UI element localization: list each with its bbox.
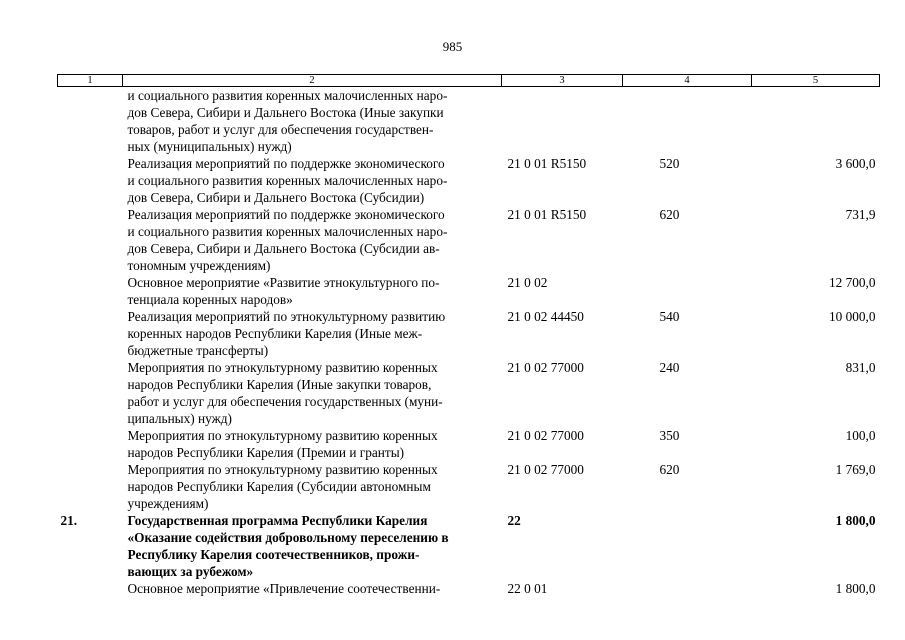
row-expense-type: 520 <box>659 156 680 171</box>
row-target-code: 22 <box>507 513 521 528</box>
row-target-code: 21 0 02 77000 <box>507 428 584 443</box>
column-header-amount: 5 <box>752 75 880 87</box>
row-name-line: Реализация мероприятий по этнокультурному развитию <box>127 309 446 324</box>
row-number <box>58 427 123 461</box>
row-target-code: 21 0 02 77000 <box>507 360 584 375</box>
row-target-code <box>502 87 623 156</box>
table-row <box>58 359 880 427</box>
table-row <box>58 274 880 308</box>
row-name <box>123 87 502 156</box>
row-name-line: дов Севера, Сибири и Дальнего Востока (Субсидии ав- <box>127 241 440 256</box>
row-name-line: и социального развития коренных малочисленных наро- <box>127 88 448 103</box>
row-number <box>58 155 123 206</box>
row-name-line: дов Севера, Сибири и Дальнего Востока (Иные закупки <box>127 105 444 120</box>
table-row <box>58 427 880 461</box>
row-name-line: Республику Карелия соотечественников, прожи- <box>127 547 420 562</box>
row-name-line: ципальных) нужд) <box>127 411 232 426</box>
row-target-code: 21 0 02 77000 <box>507 462 584 477</box>
row-number <box>58 359 123 427</box>
row-number <box>58 308 123 359</box>
row-name-line: и социального развития коренных малочисленных наро- <box>127 224 448 239</box>
row-amount <box>752 87 880 156</box>
row-name-line: работ и услуг для обеспечения государственных (муни- <box>127 394 443 409</box>
row-expense-type: 540 <box>659 309 680 324</box>
row-expense-type: 240 <box>659 360 680 375</box>
row-amount: 1 800,0 <box>835 513 876 528</box>
row-amount: 1 800,0 <box>835 581 876 596</box>
row-expense-type: 620 <box>659 462 680 477</box>
budget-table <box>57 74 880 597</box>
row-expense-type <box>623 580 752 597</box>
row-name <box>123 274 502 308</box>
row-name-line: тономным учреждениям) <box>127 258 271 273</box>
table-row <box>58 461 880 512</box>
row-name-line: народов Республики Карелия (Премии и гранты) <box>127 445 405 460</box>
table-header-row <box>58 75 880 87</box>
table-row <box>58 580 880 597</box>
table-row <box>58 155 880 206</box>
row-name-line: Мероприятия по этнокультурному развитию коренных <box>127 360 438 375</box>
row-name-line: Мероприятия по этнокультурному развитию коренных <box>127 462 438 477</box>
row-amount: 12 700,0 <box>828 275 876 290</box>
row-expense-type: 620 <box>659 207 680 222</box>
row-amount: 10 000,0 <box>828 309 876 324</box>
column-header-expense-type: 4 <box>623 75 752 87</box>
row-name <box>123 308 502 359</box>
row-name <box>123 359 502 427</box>
page-number: 985 <box>442 39 463 54</box>
row-target-code: 21 0 02 44450 <box>507 309 584 324</box>
row-name-line: Реализация мероприятий по поддержке экономического <box>127 207 445 222</box>
table-row <box>58 206 880 274</box>
table-body <box>58 87 880 598</box>
row-name-line: Государственная программа Республики Карелия <box>127 513 428 528</box>
row-amount: 3 600,0 <box>835 156 876 171</box>
column-header-number: 1 <box>58 75 123 87</box>
row-name-line: вающих за рубежом» <box>127 564 254 579</box>
row-expense-type <box>623 512 752 580</box>
row-name-line: товаров, работ и услуг для обеспечения государствен- <box>127 122 434 137</box>
row-expense-type: 350 <box>659 428 680 443</box>
row-expense-type <box>623 87 752 156</box>
row-name-line: коренных народов Республики Карелия (Иные меж- <box>127 326 423 341</box>
row-name <box>123 580 502 597</box>
row-number <box>58 580 123 597</box>
row-name-line: Основное мероприятие «Привлечение соотечественни- <box>127 581 441 596</box>
row-target-code: 21 0 02 <box>507 275 548 290</box>
row-name <box>123 512 502 580</box>
row-name-line: тенциала коренных народов» <box>127 292 293 307</box>
row-amount: 831,0 <box>845 360 876 375</box>
column-header-code: 3 <box>502 75 623 87</box>
row-name-line: ных (муниципальных) нужд) <box>127 139 292 154</box>
table-row <box>58 308 880 359</box>
row-name-line: бюджетные трансферты) <box>127 343 269 358</box>
row-amount: 100,0 <box>845 428 876 443</box>
table-row <box>58 512 880 580</box>
row-name-line: и социального развития коренных малочисленных наро- <box>127 173 448 188</box>
column-header-name: 2 <box>123 75 502 87</box>
row-name-line: дов Севера, Сибири и Дальнего Востока (Субсидии) <box>127 190 425 205</box>
row-amount: 731,9 <box>845 207 876 222</box>
row-expense-type <box>623 274 752 308</box>
table-row <box>58 87 880 156</box>
row-name <box>123 155 502 206</box>
row-number <box>58 461 123 512</box>
row-name-line: Мероприятия по этнокультурному развитию коренных <box>127 428 438 443</box>
row-number <box>58 87 123 156</box>
row-number: 21. <box>60 513 78 528</box>
row-name-line: учреждениям) <box>127 496 209 511</box>
row-name-line: Основное мероприятие «Развитие этнокультурного по- <box>127 275 440 290</box>
row-number <box>58 206 123 274</box>
row-target-code: 21 0 01 R5150 <box>507 207 587 222</box>
row-name <box>123 427 502 461</box>
row-target-code: 21 0 01 R5150 <box>507 156 587 171</box>
row-name-line: «Оказание содействия добровольному переселению в <box>127 530 449 545</box>
row-name-line: Реализация мероприятий по поддержке экономического <box>127 156 445 171</box>
row-name <box>123 206 502 274</box>
row-amount: 1 769,0 <box>835 462 876 477</box>
row-number <box>58 274 123 308</box>
row-name-line: народов Республики Карелия (Иные закупки товаров, <box>127 377 432 392</box>
row-name-line: народов Республики Карелия (Субсидии автономным <box>127 479 431 494</box>
row-name <box>123 461 502 512</box>
row-target-code: 22 0 01 <box>507 581 548 596</box>
